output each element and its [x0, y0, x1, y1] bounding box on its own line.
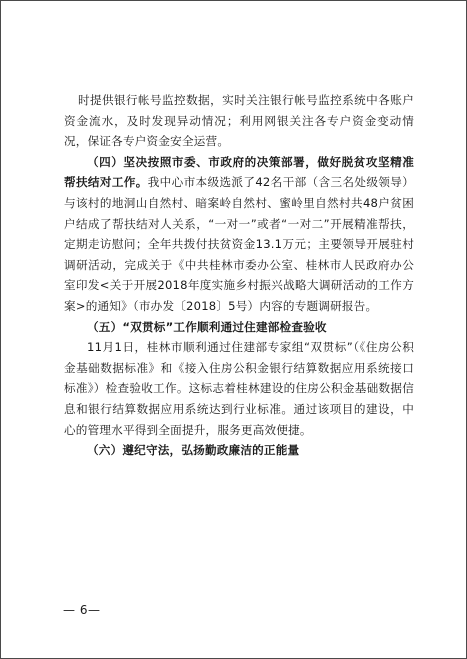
page-number: — 6— — [63, 603, 101, 617]
section-six-heading: （六）遵纪守法，弘扬勤政廉洁的正能量 — [87, 443, 300, 458]
section-four-text: 我中心市本级选派了42名干部（含三名处级领导）与该村的地洞山自然村、暗案岭自然村、蜜岭里自然村共48户贫困户结成了帮扶结对人关系，“一对一”或者“一对二”开展精准帮扶，定期走访慰问；全年共拨付扶贫资金13.1万元；主要领导开展驻村调研活动，完成关于《中共桂林市委办公室、桂林市人民政府办公室印发<关于开展2018年度实施乡村振兴战略大调研活动的工作方案>的通知》（市办发〔2018〕5号）内容的专题调研报告。 — [64, 175, 414, 313]
paragraph-section-five — [64, 337, 414, 440]
paragraph-text: 时提供银行帐号监控数据，实时关注银行帐号监控系统中各账户资金流水，及时发现异动情况；利用网银关注各专户资金变动情况，保证各专户资金安全运营。 — [64, 93, 414, 149]
section-five-text: 11月1日，桂林市顺利通过住建部专家组“双贯标”（《住房公积金基础数据标准》和《接入住房公积金银行结算数据应用系统接口标准》）检查验收工作。这标志着桂林建设的住房公积金基础数据信息和银行结算数据应用系统达到行业标准。通过该项目的建设，中心的管理水平得到全面提升，服务更高效便捷。 — [64, 340, 414, 437]
paragraph-continuation — [64, 90, 414, 152]
section-five-heading: （五）“双贯标”工作顺利通过住建部检查验收 — [87, 319, 327, 334]
paragraph-section-four — [64, 152, 414, 317]
section-four-heading: （四）坚决按照市委、市政府的决策部署，做好脱贫攻坚精准帮扶结对工作。 — [64, 154, 414, 190]
document-body — [64, 90, 414, 461]
